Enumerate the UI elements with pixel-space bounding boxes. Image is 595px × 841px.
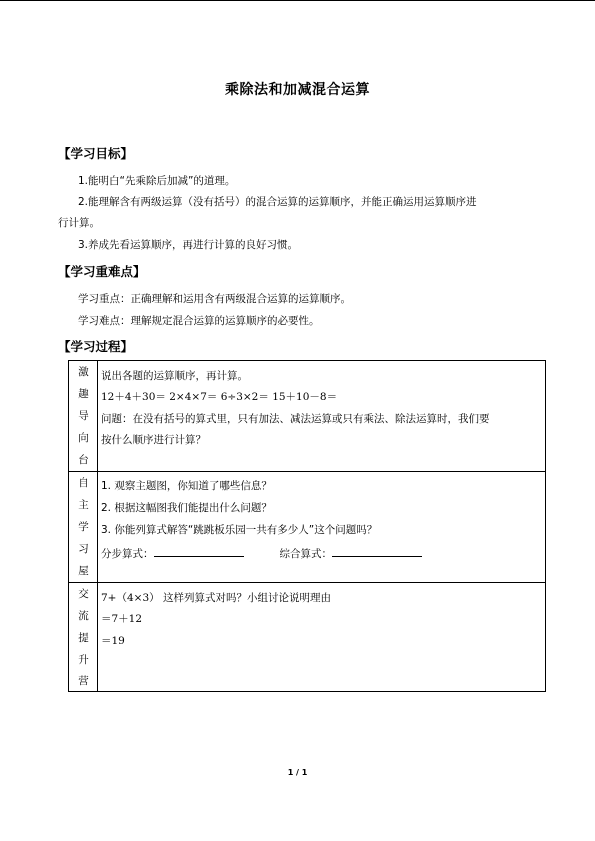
- row-label-char: 自: [78, 477, 89, 489]
- row-label-exchange: [69, 583, 98, 691]
- process-heading: 【学习过程】: [58, 339, 134, 354]
- goal-item-2: 2.能理解含有两级运算（没有括号）的混合运算的运算顺序，并能正确运用运算顺序进: [78, 196, 477, 208]
- goal-item-1: 1.能明白“先乘除后加减”的道理。: [78, 175, 236, 187]
- row-label-selfstudy: [69, 472, 98, 582]
- row-label-char: 交: [78, 588, 89, 600]
- page-title: 乘除法和加减混合运算: [225, 82, 370, 98]
- row-label-char: 导: [78, 410, 89, 422]
- goal-item-2-cont: 行计算。: [58, 217, 100, 229]
- row-label-char: 流: [78, 610, 89, 622]
- table-row: [69, 361, 545, 472]
- row-label-char: 台: [78, 454, 89, 466]
- row-label-char: 屋: [78, 565, 89, 577]
- row-label-char: 学: [78, 521, 89, 533]
- step-formula-blank[interactable]: [154, 544, 244, 557]
- row-label-char: 习: [78, 543, 89, 555]
- learning-process-table: [68, 360, 546, 692]
- keypoint-difficulty: 学习难点：理解规定混合运算的运算顺序的必要性。: [78, 315, 320, 327]
- selfstudy-question-3: 3. 你能列算式解答“跳跳板乐园一共有多少人”这个问题吗？: [101, 524, 378, 536]
- goal-item-3: 3.养成先看运算顺序，再进行计算的良好习惯。: [78, 239, 299, 251]
- top-rule: [0, 0, 595, 1]
- combined-formula-blank[interactable]: [332, 544, 422, 557]
- step-formula-label: 分步算式：: [101, 548, 154, 560]
- row-label-char: 趣: [78, 388, 89, 400]
- keypoint-focus: 学习重点：正确理解和运用含有两级混合运算的运算顺序。: [78, 293, 351, 305]
- exchange-step-1: ＝7＋12: [101, 613, 143, 625]
- row-label-warmup: [69, 361, 98, 471]
- row-label-char: 向: [78, 432, 89, 444]
- warmup-question: 问题：在没有括号的算式里，只有加法、减法运算或只有乘法、除法运算时，我们要: [101, 413, 490, 425]
- table-row: [69, 472, 545, 583]
- row-label-char: 主: [78, 499, 89, 511]
- row-label-char: 升: [78, 654, 89, 666]
- selfstudy-question-2: 2. 根据这幅图我们能提出什么问题？: [101, 502, 272, 514]
- warmup-question-cont: 按什么顺序进行计算？: [101, 434, 206, 446]
- row-label-char: 提: [78, 632, 89, 644]
- goals-heading: 【学习目标】: [58, 146, 134, 161]
- combined-formula-label: 综合算式：: [279, 548, 332, 560]
- exchange-question: 7+（4×3） 这样列算式对吗？小组讨论说明理由: [101, 592, 331, 604]
- warmup-instruction: 说出各题的运算顺序，再计算。: [101, 370, 248, 382]
- exchange-step-2: ＝19: [101, 635, 125, 647]
- table-row: [69, 583, 545, 691]
- row-label-char: 激: [78, 366, 89, 378]
- row-label-char: 营: [78, 675, 89, 687]
- warmup-exercises: 12＋4＋30＝ 2×4×7＝ 6÷3×2＝ 15＋10－8＝: [101, 391, 338, 403]
- answer-fields: [101, 544, 422, 562]
- page-number: 1 / 1: [287, 768, 308, 777]
- selfstudy-question-1: 1. 观察主题图，你知道了哪些信息？: [101, 480, 272, 492]
- keypoints-heading: 【学习重难点】: [58, 264, 146, 279]
